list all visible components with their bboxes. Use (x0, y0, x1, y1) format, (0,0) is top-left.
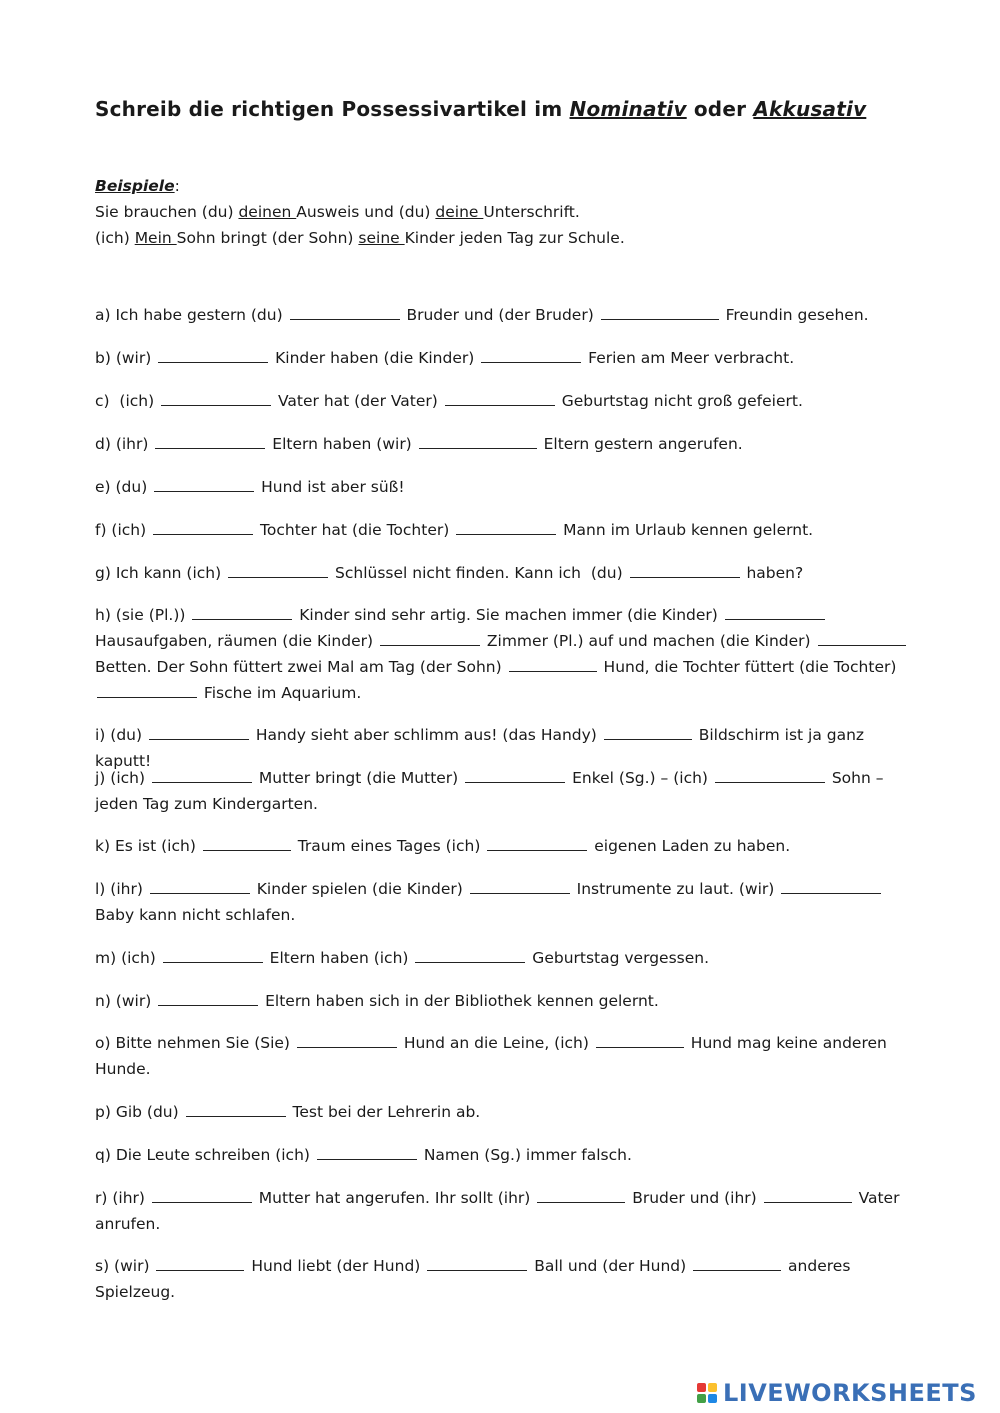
exercise-text: Betten. Der Sohn füttert zwei Mal am Tag (der Sohn) (95, 632, 913, 676)
exercise-text: e) (du) (95, 478, 153, 496)
examples-colon: : (174, 177, 180, 195)
answer-blank[interactable] (715, 766, 825, 783)
answer-blank[interactable] (470, 877, 570, 894)
exercise-f (95, 517, 915, 543)
exercise-o (95, 1030, 915, 1082)
exercise-g (95, 560, 915, 586)
exercise-text: Mann im Urlaub kennen gelernt. (558, 521, 814, 539)
example-answer: seine (358, 229, 405, 247)
exercise-text: Hund an die Leine, (ich) (398, 1034, 594, 1052)
exercise-text: Sohn – jeden Tag zum Kindergarten. (95, 769, 889, 813)
answer-blank[interactable] (465, 766, 565, 783)
answer-blank[interactable] (487, 834, 587, 851)
answer-blank[interactable] (537, 1186, 625, 1203)
example-text: Ausweis und (du) (296, 203, 436, 221)
exercise-text: Geburtstag nicht groß gefeiert. (556, 392, 803, 410)
answer-blank[interactable] (186, 1100, 286, 1117)
exercise-text: b) (wir) (95, 349, 157, 367)
exercise-text: l) (ihr) (95, 880, 148, 898)
exercise-b (95, 345, 915, 371)
liveworksheets-logo (697, 1378, 997, 1408)
answer-blank[interactable] (725, 603, 825, 620)
exercise-text: Fische im Aquarium. (199, 684, 362, 702)
page-title (95, 97, 866, 121)
example-text: Sohn bringt (der Sohn) (176, 229, 359, 247)
exercise-h (95, 602, 915, 706)
exercise-text: Bildschirm ist ja ganz kaputt! (95, 726, 869, 770)
answer-blank[interactable] (152, 1186, 252, 1203)
answer-blank[interactable] (156, 1254, 244, 1271)
exercise-text: Namen (Sg.) immer falsch. (418, 1146, 632, 1164)
answer-blank[interactable] (596, 1031, 684, 1048)
answer-blank[interactable] (693, 1254, 781, 1271)
examples-block (95, 173, 625, 251)
answer-blank[interactable] (456, 518, 556, 535)
exercise-e (95, 474, 915, 500)
exercise-d (95, 431, 915, 457)
exercise-r (95, 1185, 915, 1237)
example-answer: deinen (238, 203, 297, 221)
answer-blank[interactable] (163, 946, 263, 963)
exercise-text: Mutter bringt (die Mutter) (253, 769, 464, 787)
exercise-text: s) (wir) (95, 1257, 155, 1275)
exercise-s (95, 1253, 915, 1305)
exercise-text: Mutter hat angerufen. Ihr sollt (ihr) (253, 1189, 536, 1207)
exercise-l (95, 876, 915, 928)
title-akkusativ: Akkusativ (753, 97, 867, 121)
examples-label: Beispiele (95, 177, 175, 195)
exercise-text: Kinder sind sehr artig. Sie machen immer (die Kinder) (294, 606, 723, 624)
exercise-text: Test bei der Lehrerin ab. (287, 1103, 481, 1121)
answer-blank[interactable] (781, 877, 881, 894)
answer-blank[interactable] (604, 723, 692, 740)
logo-square (708, 1394, 717, 1403)
logo-square (697, 1394, 706, 1403)
exercise-text: Freundin gesehen. (720, 306, 869, 324)
exercise-q (95, 1142, 915, 1168)
exercise-a (95, 302, 915, 328)
exercise-text: j) (ich) (95, 769, 150, 787)
answer-blank[interactable] (445, 389, 555, 406)
answer-blank[interactable] (290, 303, 400, 320)
exercise-text: eigenen Laden zu haben. (589, 837, 791, 855)
answer-blank[interactable] (97, 681, 197, 698)
exercise-text: Kinder haben (die Kinder) (270, 349, 480, 367)
answer-blank[interactable] (481, 346, 581, 363)
exercise-text: Eltern haben sich in der Bibliothek kennen gelernt. (260, 992, 659, 1010)
exercise-text: Hund mag keine anderen Hunde. (95, 1034, 892, 1078)
title-middle: oder (686, 97, 754, 121)
exercise-text: haben? (741, 564, 804, 582)
logo-square (697, 1383, 706, 1392)
exercise-n (95, 988, 915, 1014)
exercise-text: m) (ich) (95, 949, 161, 967)
logo-square (708, 1383, 717, 1392)
exercise-text: Eltern haben (ich) (264, 949, 414, 967)
answer-blank[interactable] (415, 946, 525, 963)
exercise-text: h) (sie (Pl.)) (95, 606, 191, 624)
answer-blank[interactable] (158, 989, 258, 1006)
exercise-text: Geburtstag vergessen. (527, 949, 710, 967)
exercise-text: r) (ihr) (95, 1189, 150, 1207)
example-line-1 (95, 199, 625, 225)
exercise-text: Hund liebt (der Hund) (246, 1257, 426, 1275)
exercise-text: Hausaufgaben, räumen (die Kinder) (95, 606, 832, 650)
title-nominativ: Nominativ (569, 97, 687, 121)
exercise-text: Eltern gestern angerufen. (538, 435, 743, 453)
answer-blank[interactable] (155, 432, 265, 449)
exercise-text: anderes Spielzeug. (95, 1257, 856, 1301)
answer-blank[interactable] (297, 1031, 397, 1048)
answer-blank[interactable] (380, 629, 480, 646)
exercise-text: n) (wir) (95, 992, 157, 1010)
answer-blank[interactable] (427, 1254, 527, 1271)
example-line-2 (95, 225, 625, 251)
answer-blank[interactable] (153, 518, 253, 535)
example-text: (ich) (95, 229, 135, 247)
answer-blank[interactable] (149, 723, 249, 740)
example-text: Kinder jeden Tag zur Schule. (404, 229, 625, 247)
answer-blank[interactable] (158, 346, 268, 363)
exercise-j (95, 765, 915, 817)
example-answer: deine (435, 203, 484, 221)
exercise-text: d) (ihr) (95, 435, 154, 453)
exercise-text: Schlüssel nicht finden. Kann ich (du) (330, 564, 628, 582)
answer-blank[interactable] (630, 561, 740, 578)
exercise-text: Bruder und (der Bruder) (401, 306, 599, 324)
exercise-text: Eltern haben (wir) (267, 435, 417, 453)
answer-blank[interactable] (317, 1143, 417, 1160)
exercise-m (95, 945, 915, 971)
exercise-text: k) Es ist (ich) (95, 837, 201, 855)
answer-blank[interactable] (203, 834, 291, 851)
exercise-text: Tochter hat (die Tochter) (255, 521, 455, 539)
exercise-text: Kinder spielen (die Kinder) (251, 880, 468, 898)
logo-squares-icon (697, 1383, 717, 1403)
exercise-text: Bruder und (ihr) (627, 1189, 762, 1207)
exercise-text: q) Die Leute schreiben (ich) (95, 1146, 315, 1164)
answer-blank[interactable] (228, 561, 328, 578)
exercise-text: Ball und (der Hund) (529, 1257, 692, 1275)
exercise-text: Vater hat (der Vater) (273, 392, 443, 410)
exercise-text: Handy sieht aber schlimm aus! (das Handy) (250, 726, 602, 744)
exercise-text: f) (ich) (95, 521, 152, 539)
exercise-text: a) Ich habe gestern (du) (95, 306, 288, 324)
exercise-text: Baby kann nicht schlafen. (95, 880, 889, 924)
exercise-text: c) (ich) (95, 392, 160, 410)
answer-blank[interactable] (419, 432, 537, 449)
exercise-p (95, 1099, 915, 1125)
answer-blank[interactable] (192, 603, 292, 620)
exercise-text: Enkel (Sg.) – (ich) (567, 769, 713, 787)
exercise-text: Hund ist aber süß! (256, 478, 405, 496)
exercise-text: Traum eines Tages (ich) (292, 837, 486, 855)
answer-blank[interactable] (764, 1186, 852, 1203)
exercise-k (95, 833, 915, 859)
exercise-text: p) Gib (du) (95, 1103, 184, 1121)
example-text: Unterschrift. (483, 203, 580, 221)
exercise-text: i) (du) (95, 726, 147, 744)
answer-blank[interactable] (150, 877, 250, 894)
answer-blank[interactable] (161, 389, 271, 406)
answer-blank[interactable] (154, 475, 254, 492)
title-prefix: Schreib die richtigen Possessivartikel im (95, 97, 570, 121)
exercise-text: g) Ich kann (ich) (95, 564, 227, 582)
exercise-c (95, 388, 915, 414)
logo-text: LIVEWORKSHEETS (723, 1379, 977, 1407)
example-answer: Mein (134, 229, 177, 247)
exercise-text: Instrumente zu laut. (wir) (571, 880, 780, 898)
answer-blank[interactable] (818, 629, 906, 646)
answer-blank[interactable] (152, 766, 252, 783)
example-text: Sie brauchen (du) (95, 203, 239, 221)
exercise-text: Hund, die Tochter füttert (die Tochter) (598, 658, 902, 676)
exercise-text: Ferien am Meer verbracht. (583, 349, 795, 367)
exercise-text: o) Bitte nehmen Sie (Sie) (95, 1034, 295, 1052)
answer-blank[interactable] (509, 655, 597, 672)
exercise-text: Zimmer (Pl.) auf und machen (die Kinder) (481, 632, 816, 650)
answer-blank[interactable] (601, 303, 719, 320)
exercise-text: Vater anrufen. (95, 1189, 905, 1233)
